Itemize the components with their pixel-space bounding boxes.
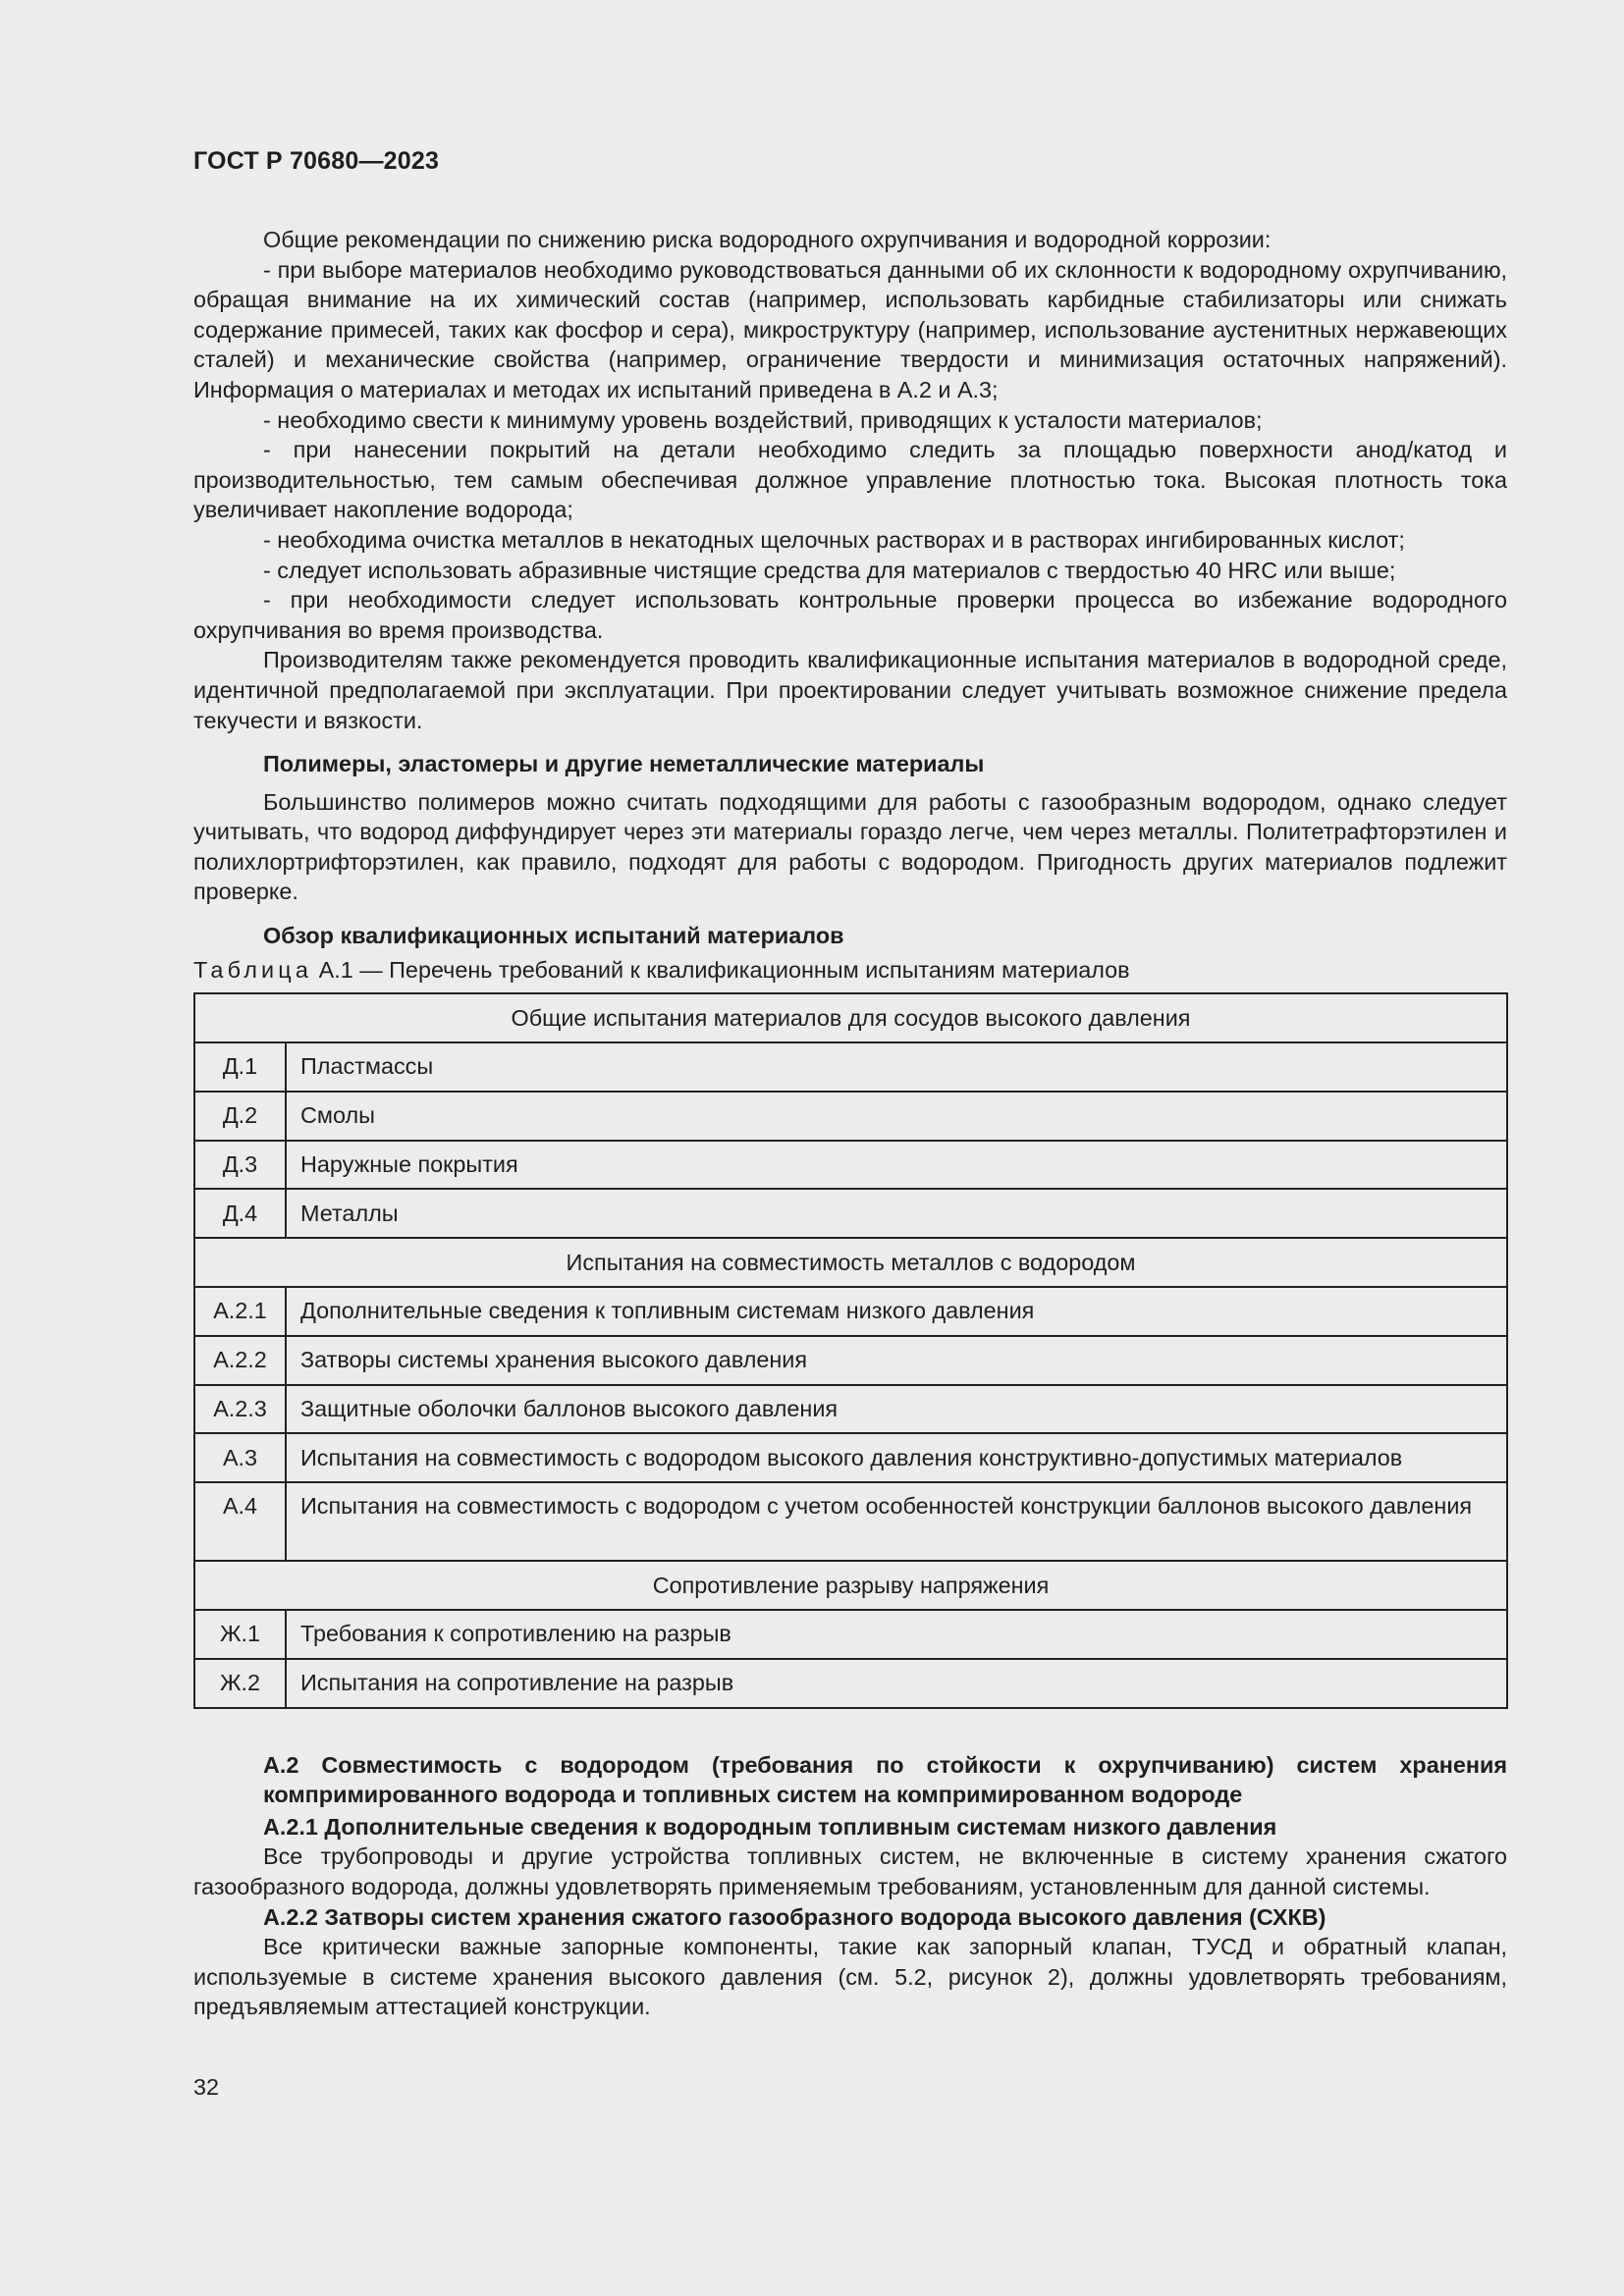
row-code: А.2.1: [194, 1287, 286, 1336]
table-caption: [193, 955, 1507, 986]
section-title: Сопротивление разрыву напряжения: [194, 1561, 1507, 1610]
paragraph-a2-1: Все трубопроводы и другие устройства топливных систем, не включенные в систему хранения сжатого газообразного водорода, должны удовлетворять применяемым требованиям, установленным для данной системы.: [193, 1843, 1507, 1899]
table-row: [194, 1042, 1507, 1092]
table-row: [194, 1385, 1507, 1434]
document-body: [193, 225, 1507, 2022]
row-code: Ж.1: [194, 1610, 286, 1659]
section-title: Испытания на совместимость металлов с водородом: [194, 1238, 1507, 1287]
list-item: - необходимо свести к минимуму уровень воздействий, приводящих к усталости материалов;: [263, 406, 1263, 433]
table-caption-text: А.1 — Перечень требований к квалификационным испытаниям материалов: [318, 956, 1130, 983]
row-code: Д.3: [194, 1141, 286, 1190]
row-text: Требования к сопротивлению на разрыв: [286, 1610, 1507, 1659]
list-item: - следует использовать абразивные чистящие средства для материалов с твердостью 40 HRC или выше;: [263, 557, 1396, 583]
table-caption-word: Таблица: [193, 956, 313, 983]
table-row: [194, 1141, 1507, 1190]
row-text: Пластмассы: [286, 1042, 1507, 1092]
table-row: [194, 1433, 1507, 1482]
heading-polymers: Полимеры, эластомеры и другие неметаллические материалы: [263, 751, 985, 777]
list-item: - при нанесении покрытий на детали необходимо следить за площадью поверхности анод/катод и производительностью, тем самым обеспечивая должное управление плотностью тока. Высокая плотность тока увеличивает накопление водорода;: [193, 437, 1507, 523]
row-code: Д.2: [194, 1092, 286, 1141]
table-row: [194, 1189, 1507, 1238]
heading-a2-1: А.2.1 Дополнительные сведения к водородным топливным системам низкого давления: [263, 1813, 1277, 1840]
table-row: [194, 1610, 1507, 1659]
table-section-row: [194, 993, 1507, 1042]
list-item: - при выборе материалов необходимо руководствоваться данными об их склонности к водородному охрупчиванию, обращая внимание на их химический состав (например, использовать карбидные стабилизаторы или снижать содержание примесей, таких как фосфор и сера), микроструктуру (например, использование аустенитных нержавеющих сталей) и механические свойства (например, ограничение твердости и минимизация остаточных напряжений). Информация о материалах и методах их испытаний приведена в А.2 и А.3;: [193, 256, 1507, 402]
row-text: Дополнительные сведения к топливным системам низкого давления: [286, 1287, 1507, 1336]
heading-a2-2: А.2.2 Затворы систем хранения сжатого газообразного водорода высокого давления (СХКВ): [263, 1903, 1326, 1930]
table-row: [194, 1336, 1507, 1385]
row-code: Д.4: [194, 1189, 286, 1238]
row-code: А.2.2: [194, 1336, 286, 1385]
row-text: Испытания на сопротивление на разрыв: [286, 1659, 1507, 1708]
row-text: Защитные оболочки баллонов высокого давления: [286, 1385, 1507, 1434]
row-code: А.2.3: [194, 1385, 286, 1434]
row-text: Смолы: [286, 1092, 1507, 1141]
table-row: [194, 1659, 1507, 1708]
document-header: ГОСТ Р 70680—2023: [193, 147, 440, 175]
row-text: Металлы: [286, 1189, 1507, 1238]
row-text: Испытания на совместимость с водородом с учетом особенностей конструкции баллонов высокого давления: [286, 1482, 1507, 1561]
row-text: Испытания на совместимость с водородом высокого давления конструктивно-допустимых материалов: [286, 1433, 1507, 1482]
paragraph-intro: Общие рекомендации по снижению риска водородного охрупчивания и водородной коррозии:: [263, 227, 1272, 252]
requirements-table: [193, 992, 1508, 1708]
row-text: Затворы системы хранения высокого давления: [286, 1336, 1507, 1385]
table-section-row: [194, 1561, 1507, 1610]
row-code: А.4: [194, 1482, 286, 1561]
paragraph-a2-2: Все критически важные запорные компоненты, такие как запорный клапан, ТУСД и обратный клапан, используемые в системе хранения высокого давления (см. 5.2, рисунок 2), должны удовлетворять требованиям, предъявляемым аттестацией конструкции.: [193, 1934, 1507, 2020]
table-row: [194, 1287, 1507, 1336]
row-code: Д.1: [194, 1042, 286, 1092]
table-section-row: [194, 1238, 1507, 1287]
row-code: Ж.2: [194, 1659, 286, 1708]
heading-a2: А.2 Совместимость с водородом (требования по стойкости к охрупчиванию) систем хранения компримированного водорода и топливных систем на компримированном водороде: [263, 1751, 1507, 1808]
table-row: [194, 1092, 1507, 1141]
paragraph-polymers: Большинство полимеров можно считать подходящими для работы с газообразным водородом, однако следует учитывать, что водород диффундирует через эти материалы гораздо легче, чем через металлы. Политетрафторэтилен и полихлортрифторэтилен, как правило, подходят для работы с водородом. Пригодность других материалов подлежит проверке.: [193, 788, 1507, 905]
paragraph-recommendation: Производителям также рекомендуется проводить квалификационные испытания материалов в водородной среде, идентичной предполагаемой при эксплуатации. При проектировании следует учитывать возможное снижение предела текучести и вязкости.: [193, 647, 1507, 733]
table-row: [194, 1482, 1507, 1561]
page-number: 32: [193, 2074, 220, 2100]
row-code: А.3: [194, 1433, 286, 1482]
heading-overview: Обзор квалификационных испытаний материалов: [263, 923, 844, 949]
list-item: - необходима очистка металлов в некатодных щелочных растворах и в растворах ингибированных кислот;: [263, 526, 1405, 553]
row-text: Наружные покрытия: [286, 1141, 1507, 1190]
section-title: Общие испытания материалов для сосудов высокого давления: [194, 993, 1507, 1042]
list-item: - при необходимости следует использовать контрольные проверки процесса во избежание водородного охрупчивания во время производства.: [193, 587, 1507, 643]
